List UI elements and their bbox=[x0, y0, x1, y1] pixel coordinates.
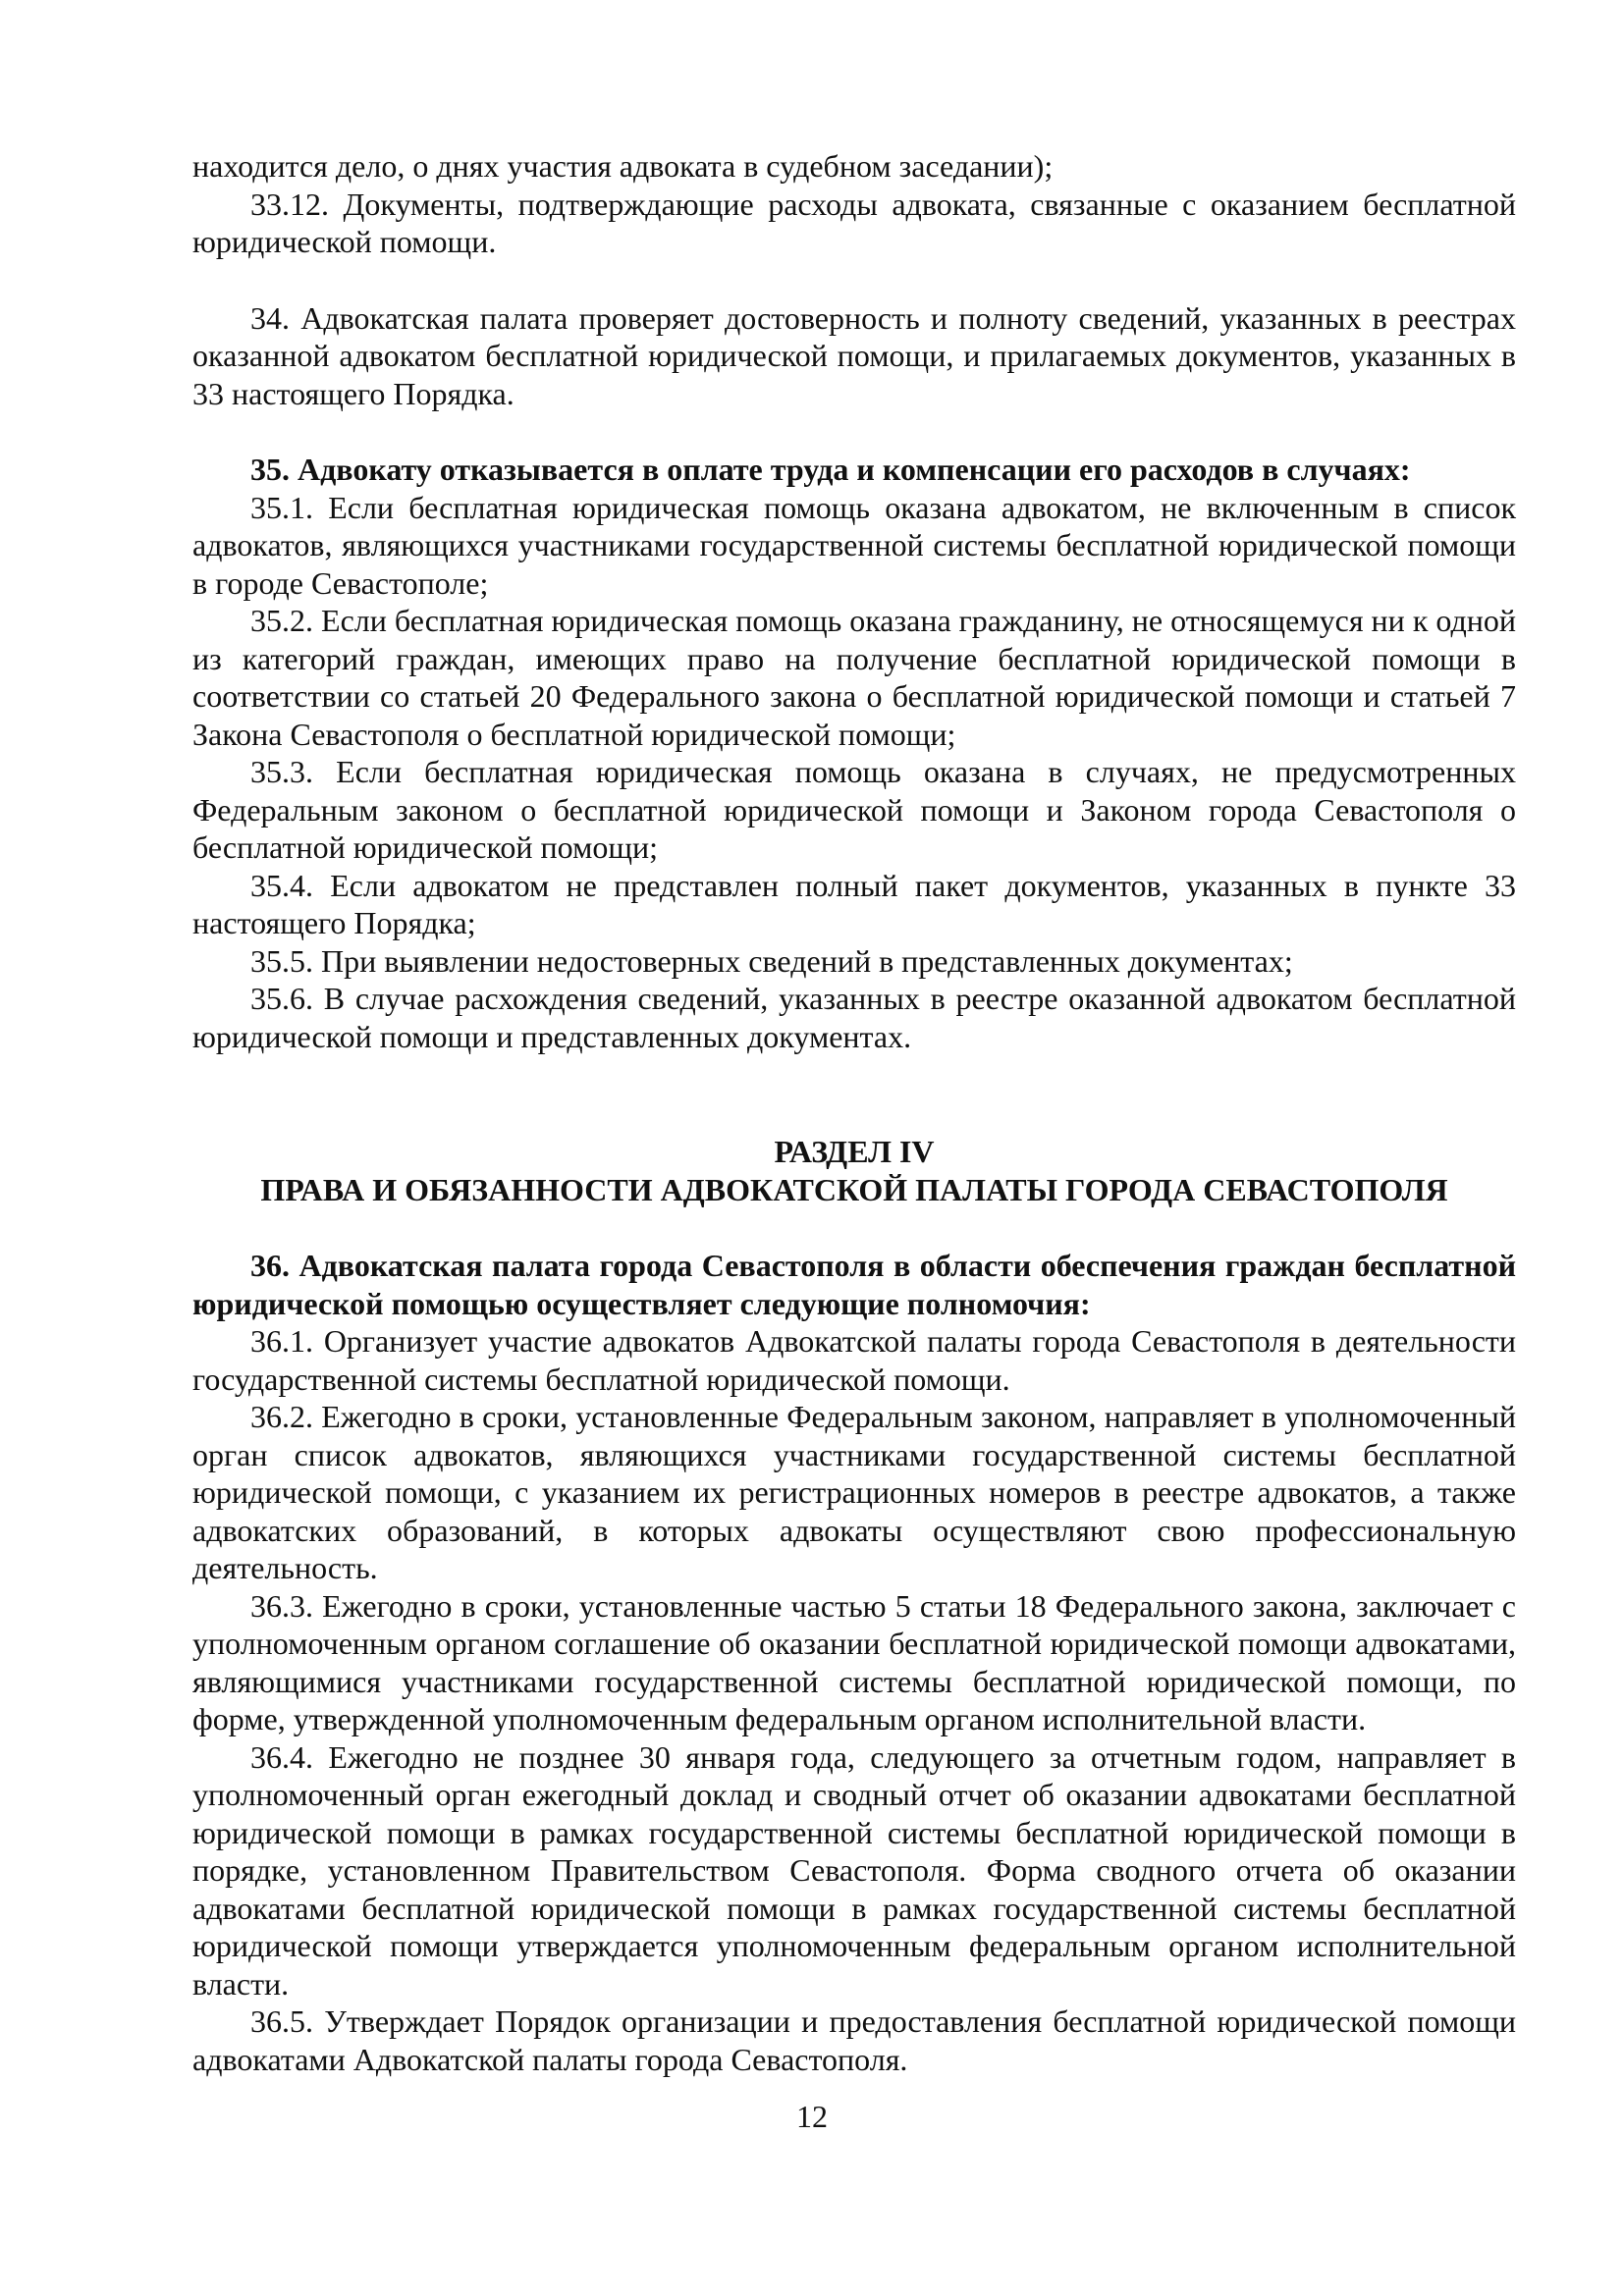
paragraph-continuation: находится дело, о днях участия адвоката в судебном заседании); bbox=[192, 148, 1054, 184]
paragraph-35-1: 35.1. Если бесплатная юридическая помощь оказана адвокатом, не включенным в список адвокатов, являющихся участниками государственной системы бесплатной юридической помощи в городе Севастополе; bbox=[192, 489, 1516, 601]
paragraph-36-2: 36.2. Ежегодно в сроки, установленные Федеральным законом, направляет в уполномоченный орган список адвокатов, являющихся участниками государственной системы бесплатной юридической помощи, с указанием их регистрационных номеров в реестре адвокатов, а также адвокатских образований, в которых адвокаты осуществляют свою профессиональную деятельность. bbox=[192, 1399, 1516, 1585]
page-number: 12 bbox=[796, 2099, 828, 2134]
section-subtitle: ПРАВА И ОБЯЗАННОСТИ АДВОКАТСКОЙ ПАЛАТЫ ГОРОДА СЕВАСТОПОЛЯ bbox=[260, 1171, 1448, 1207]
spacer bbox=[192, 412, 1516, 451]
paragraph-36-3: 36.3. Ежегодно в сроки, установленные частью 5 статьи 18 Федерального закона, заключает с уполномоченным органом соглашение об оказании бесплатной юридической помощи адвокатами, являющимися участниками государственной системы бесплатной юридической помощи, по форме, утвержденной уполномоченным федеральным органом исполнительной власти. bbox=[192, 1587, 1516, 1736]
spacer bbox=[192, 261, 1516, 299]
paragraph-36-1: 36.1. Организует участие адвокатов Адвокатской палаты города Севастополя в деятельности государственной системы бесплатной юридической помощи. bbox=[192, 1323, 1516, 1397]
paragraph-36-5: 36.5. Утверждает Порядок организации и предоставления бесплатной юридической помощи адвокатами Адвокатской палаты города Севастополя. bbox=[192, 2003, 1516, 2077]
paragraph-35-3: 35.3. Если бесплатная юридическая помощь оказана в случаях, не предусмотренных Федеральным законом о бесплатной юридической помощи и Законом города Севастополя о бесплатной юридической помощи; bbox=[192, 754, 1516, 865]
document-page bbox=[192, 147, 1516, 2078]
paragraph-35-6: 35.6. В случае расхождения сведений, указанных в реестре оказанной адвокатом бесплатной юридической помощи и представленных документах. bbox=[192, 981, 1516, 1054]
paragraph-36-4: 36.4. Ежегодно не позднее 30 января года, следующего за отчетным годом, направляет в уполномоченный орган ежегодный доклад и сводный отчет об оказании адвокатами бесплатной юридической помощи в рамках государственной системы бесплатной юридической помощи в порядке, установленном Правительством Севастополя. Форма сводного отчета об оказании адвокатами бесплатной юридической помощи в рамках государственной системы бесплатной юридической помощи утверждается уполномоченным федеральным органом исполнительной власти. bbox=[192, 1738, 1516, 2002]
paragraph-34: 34. Адвокатская палата проверяет достоверность и полноту сведений, указанных в реестрах оказанной адвокатом бесплатной юридической помощи, и прилагаемых документов, указанных в 33 настоящего Порядка. bbox=[192, 299, 1516, 411]
spacer bbox=[192, 1055, 1516, 1133]
paragraph-35-heading: 35. Адвокату отказывается в оплате труда и компенсации его расходов в случаях: bbox=[250, 452, 1411, 487]
paragraph-35-5: 35.5. При выявлении недостоверных сведений в представленных документах; bbox=[250, 942, 1293, 979]
section-title: РАЗДЕЛ IV bbox=[774, 1134, 935, 1169]
paragraph-35-2: 35.2. Если бесплатная юридическая помощь оказана гражданину, не относящемуся ни к одной из категорий граждан, имеющих право на получение бесплатной юридической помощи в соответствии со статьей 20 Федерального закона о бесплатной юридической помощи и статьей 7 Закона Севастополя о бесплатной юридической помощи; bbox=[192, 603, 1516, 752]
spacer bbox=[192, 1208, 1516, 1247]
paragraph-35-4: 35.4. Если адвокатом не представлен полный пакет документов, указанных в пункте 33 настоящего Порядка; bbox=[192, 867, 1516, 940]
paragraph-36-heading: 36. Адвокатская палата города Севастополя в области обеспечения граждан бесплатной юридической помощью осуществляет следующие полномочия: bbox=[192, 1248, 1516, 1321]
paragraph-33-12: 33.12. Документы, подтверждающие расходы адвоката, связанные с оказанием бесплатной юридической помощи. bbox=[192, 186, 1516, 259]
